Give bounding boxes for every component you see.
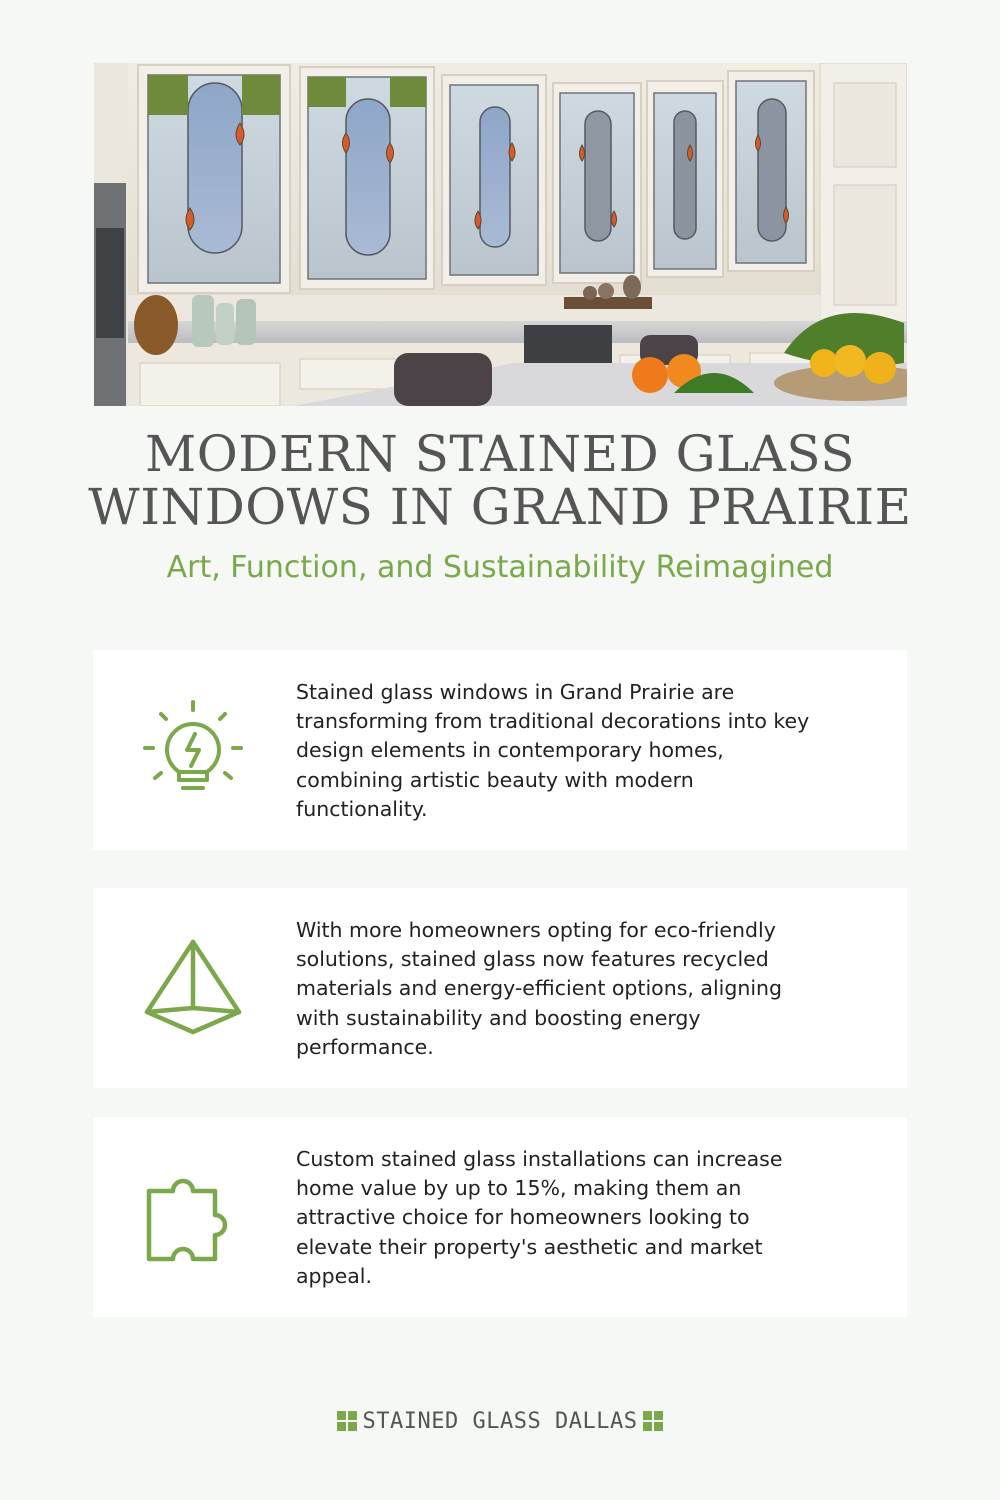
page-subtitle: Art, Function, and Sustainability Reimagined bbox=[166, 550, 834, 585]
logo-squares-left-icon bbox=[337, 1411, 357, 1431]
hero-image bbox=[94, 63, 907, 406]
puzzle-piece-icon bbox=[141, 1165, 245, 1269]
page-title bbox=[0, 425, 1000, 536]
info-card-text: Stained glass windows in Grand Prairie are transforming from traditional decorations into key design elements in contemporary homes, combining artistic beauty with modern functionality. bbox=[296, 680, 810, 821]
logo-squares-right-icon bbox=[643, 1411, 663, 1431]
page-title-line-2: WINDOWS IN GRAND PRAIRIE bbox=[88, 478, 912, 536]
info-card-value bbox=[93, 1117, 907, 1317]
info-card-text: Custom stained glass installations can increase home value by up to 15%, making them an attractive choice for homeowners looking to elevate their property's aesthetic and market appeal. bbox=[296, 1147, 783, 1288]
page-title-line-1: MODERN STAINED GLASS bbox=[145, 425, 855, 483]
footer-logo bbox=[0, 1404, 1000, 1438]
brand-name: STAINED GLASS DALLAS bbox=[362, 1408, 638, 1434]
kitchen-illustration bbox=[94, 63, 907, 406]
info-card-design bbox=[93, 650, 907, 850]
info-card-sustainability bbox=[93, 888, 907, 1088]
pyramid-icon bbox=[141, 936, 245, 1040]
info-card-text: With more homeowners opting for eco-friendly solutions, stained glass now features recycled materials and energy-efficient options, aligning with sustainability and boosting energy performance. bbox=[296, 918, 783, 1059]
lightbulb-icon bbox=[141, 698, 245, 802]
